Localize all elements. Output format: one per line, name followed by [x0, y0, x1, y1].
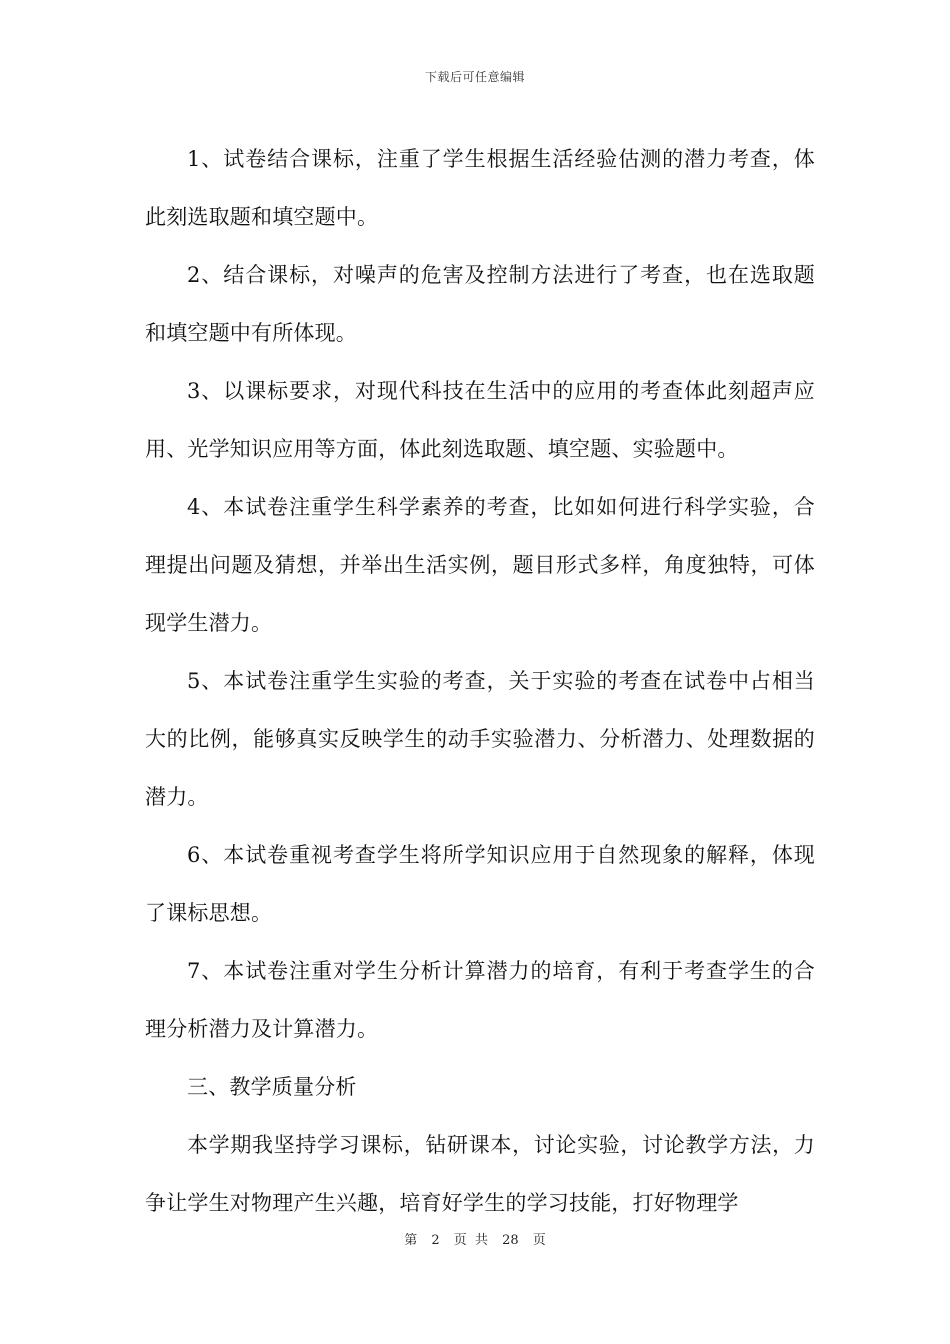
paragraph-8: 本学期我坚持学习课标，钻研课本，讨论实验，讨论教学方法，力争让学生对物理产生兴趣，培育好学生的学习技能，打好物理学 — [145, 1133, 815, 1215]
paragraph-3: 3、以课标要求，对现代科技在生活中的应用的考查体此刻超声应用、光学知识应用等方面，体此刻选取题、填空题、实验题中。 — [145, 379, 815, 461]
document-body — [145, 130, 815, 1232]
page-footer — [0, 1229, 950, 1248]
current-page-number: 2 — [431, 1233, 440, 1248]
paragraph-7: 7、本试卷注重对学生分析计算潜力的培育，有利于考查学生的合理分析潜力及计算潜力。 — [145, 959, 815, 1041]
footer-prefix: 第 — [404, 1233, 418, 1248]
paragraph-4: 4、本试卷注重学生科学素养的考查，比如如何进行科学实验，合理提出问题及猜想，并举出生活实例，题目形式多样，角度独特，可体现学生潜力。 — [145, 495, 815, 635]
total-pages: 28 — [502, 1233, 519, 1248]
footer-suffix: 页 — [532, 1233, 546, 1248]
paragraph-6: 6、本试卷重视考查学生将所学知识应用于自然现象的解释，体现了课标思想。 — [145, 843, 815, 925]
paragraph-5: 5、本试卷注重学生实验的考查，关于实验的考查在试卷中占相当大的比例，能够真实反映学生的动手实验潜力、分析潜力、处理数据的潜力。 — [145, 669, 815, 809]
paragraph-1: 1、试卷结合课标，注重了学生根据生活经验估测的潜力考查，体此刻选取题和填空题中。 — [145, 147, 815, 229]
footer-middle: 页 共 — [453, 1233, 488, 1248]
page-header: 下载后可任意编辑 — [424, 70, 525, 84]
paragraph-2: 2、结合课标，对噪声的危害及控制方法进行了考查，也在选取题和填空题中有所体现。 — [145, 263, 815, 345]
section-heading: 三、教学质量分析 — [187, 1075, 357, 1099]
